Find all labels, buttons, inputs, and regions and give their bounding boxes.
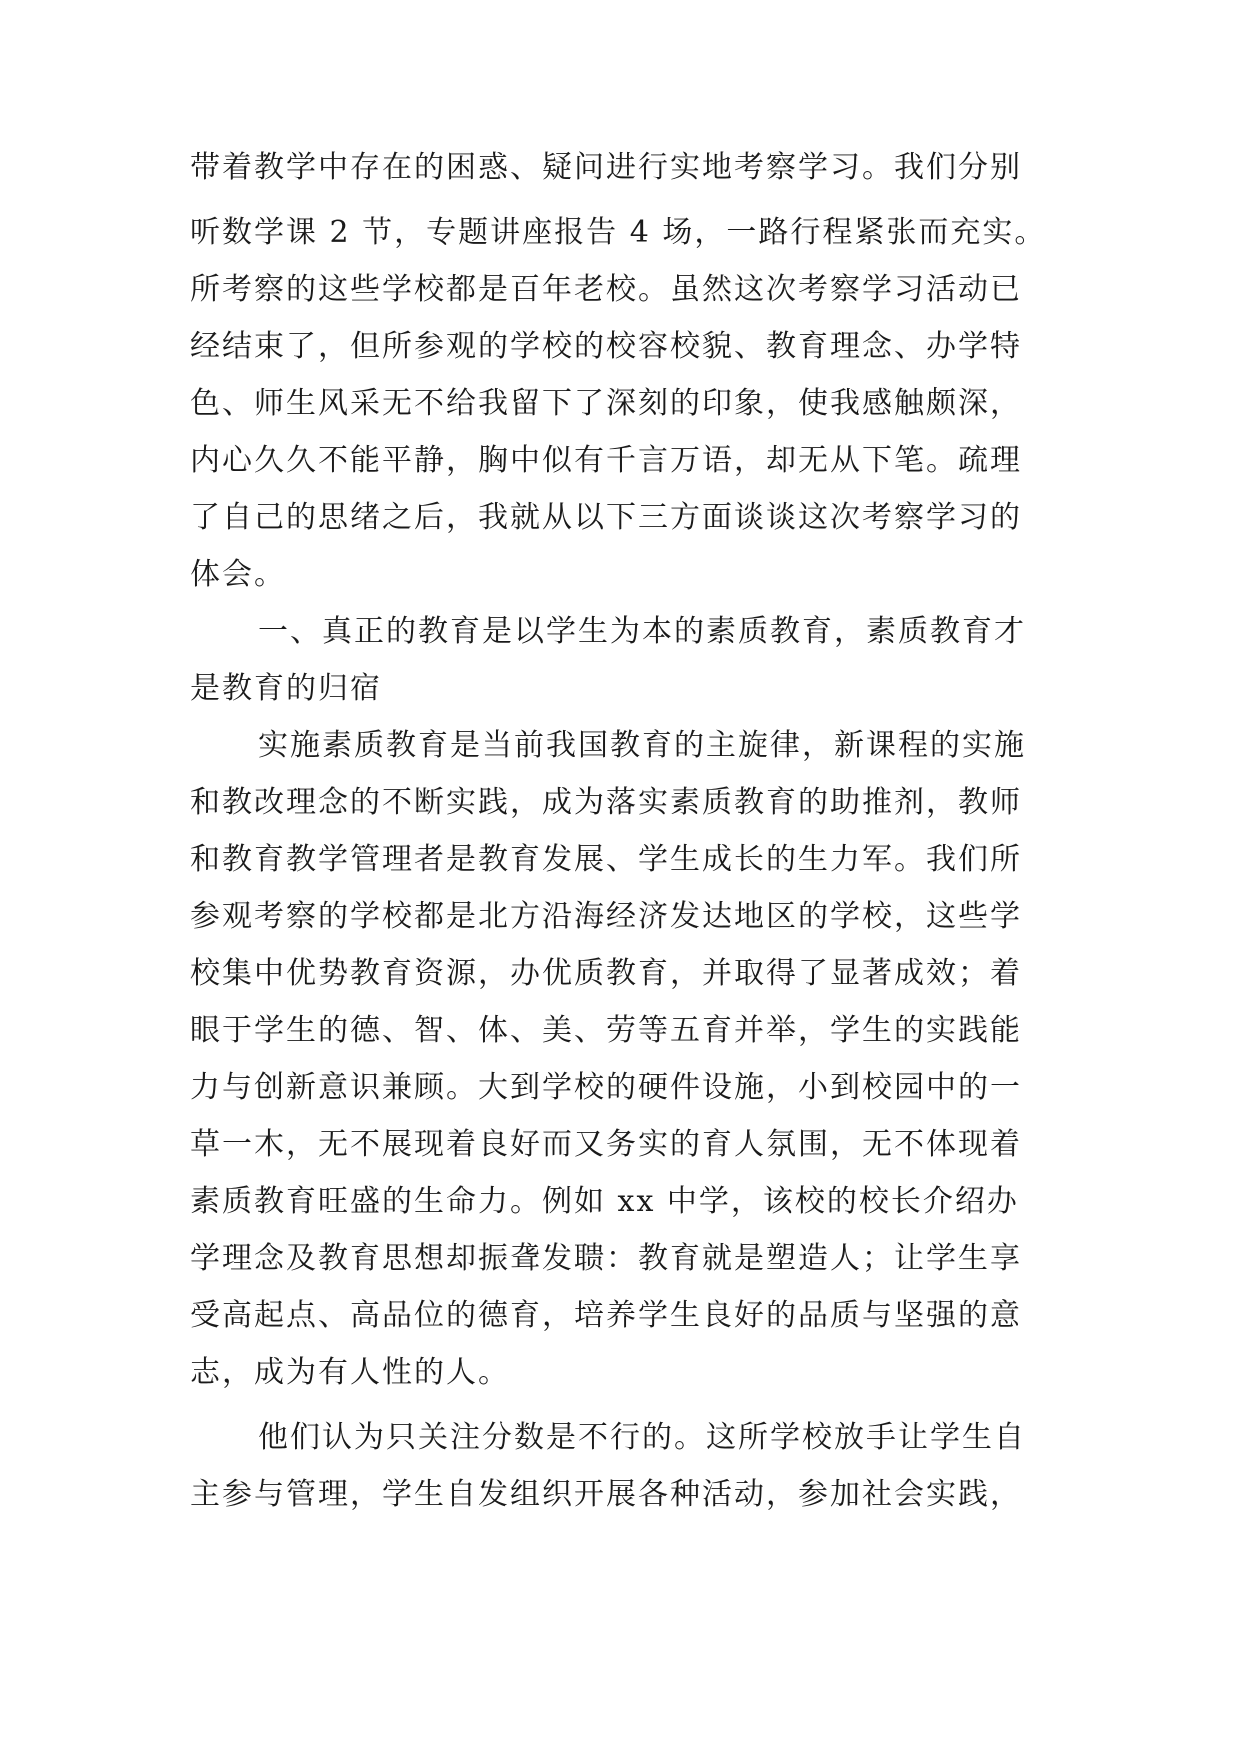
- paragraph-line: 内心久久不能平静，胸中似有千言万语，却无从下笔。疏理: [190, 443, 1022, 478]
- paragraph-line: 实施素质教育是当前我国教育的主旋律，新课程的实施: [258, 728, 1026, 763]
- paragraph-line: 体会。: [190, 557, 286, 592]
- paragraph-line: 他们认为只关注分数是不行的。这所学校放手让学生自: [258, 1420, 1026, 1455]
- paragraph-line: 草一木，无不展现着良好而又务实的育人氛围，无不体现着: [190, 1127, 1022, 1162]
- paragraph-line: 经结束了，但所参观的学校的校容校貌、教育理念、办学特: [190, 329, 1022, 364]
- section-heading-line: 是教育的归宿: [190, 671, 382, 706]
- paragraph-line: 素质教育旺盛的生命力。例如 xx 中学，该校的校长介绍办: [190, 1184, 1019, 1219]
- section-heading-line: 一、真正的教育是以学生为本的素质教育，素质教育才: [258, 614, 1026, 649]
- paragraph-line: 带着教学中存在的困惑、疑问进行实地考察学习。我们分别: [190, 150, 1022, 185]
- paragraph-line: 眼于学生的德、智、体、美、劳等五育并举，学生的实践能: [190, 1013, 1022, 1048]
- paragraph-line: 和教育教学管理者是教育发展、学生成长的生力军。我们所: [190, 842, 1022, 877]
- paragraph-line: 参观考察的学校都是北方沿海经济发达地区的学校，这些学: [190, 899, 1022, 934]
- paragraph-line: 听数学课 2 节，专题讲座报告 4 场，一路行程紧张而充实。: [190, 215, 1047, 250]
- paragraph-line: 力与创新意识兼顾。大到学校的硬件设施，小到校园中的一: [190, 1070, 1022, 1105]
- paragraph-line: 志，成为有人性的人。: [190, 1355, 510, 1390]
- paragraph-line: 色、师生风采无不给我留下了深刻的印象，使我感触颇深，: [190, 386, 1022, 421]
- paragraph-line: 受高起点、高品位的德育，培养学生良好的品质与坚强的意: [190, 1298, 1022, 1333]
- paragraph-line: 和教改理念的不断实践，成为落实素质教育的助推剂，教师: [190, 785, 1022, 820]
- paragraph-line: 主参与管理，学生自发组织开展各种活动，参加社会实践，: [190, 1477, 1022, 1512]
- paragraph-line: 所考察的这些学校都是百年老校。虽然这次考察学习活动已: [190, 272, 1022, 307]
- paragraph-line: 了自己的思绪之后，我就从以下三方面谈谈这次考察学习的: [190, 500, 1022, 535]
- paragraph-line: 校集中优势教育资源，办优质教育，并取得了显著成效；着: [190, 956, 1022, 991]
- paragraph-line: 学理念及教育思想却振聋发聩：教育就是塑造人；让学生享: [190, 1241, 1022, 1276]
